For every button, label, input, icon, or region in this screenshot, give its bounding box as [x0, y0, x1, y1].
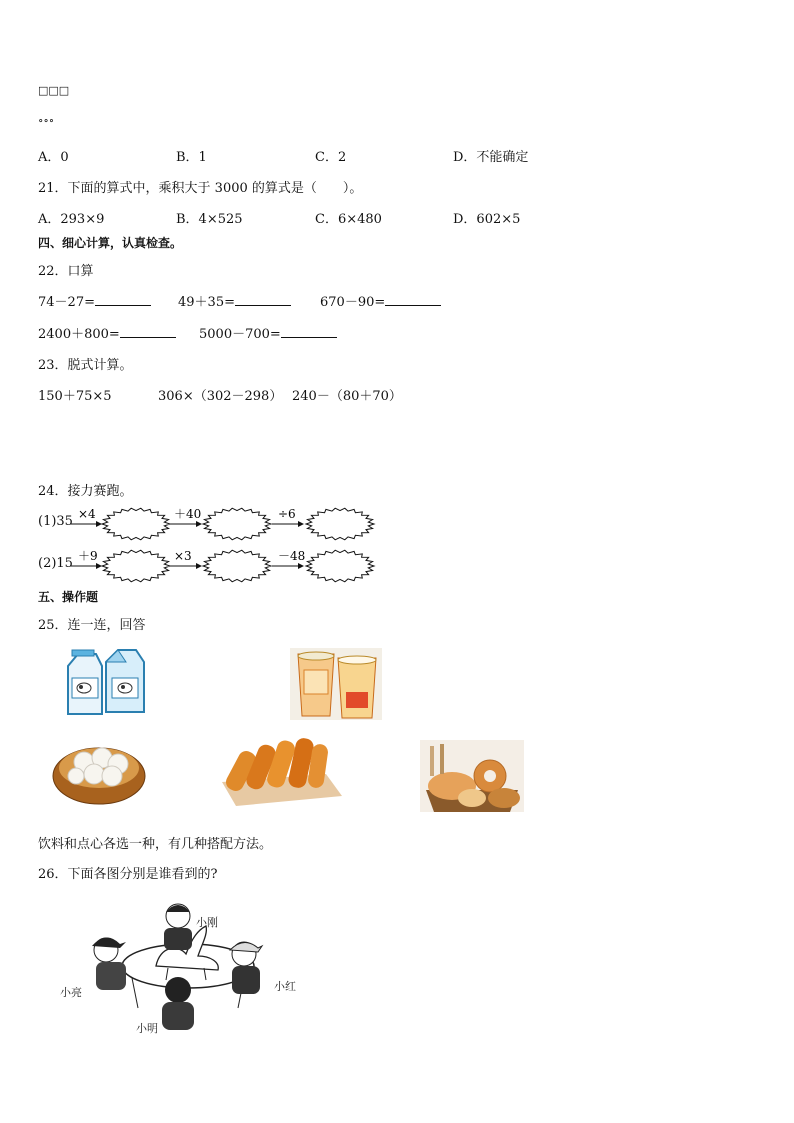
op-label: ×3 [174, 549, 192, 563]
q21-stem: 21．下面的算式中，乘积大于 3000 的算式是（ ）。 [38, 181, 363, 196]
op-label: ＋9 [78, 549, 98, 563]
q23-item-1: 150＋75×5 [38, 389, 112, 404]
q20-option-b: B．1 [176, 150, 207, 165]
section-5-heading: 五、操作题 [38, 590, 99, 604]
header-mark-1: □□□ [38, 84, 70, 97]
answer-blank[interactable] [95, 293, 151, 306]
q22-item-2 [178, 291, 291, 310]
arrow [272, 563, 304, 569]
name-label-bottom: 小明 [136, 1022, 158, 1035]
juice-cups-image[interactable] [290, 648, 382, 720]
q25-title: 25．连一连，回答 [38, 618, 146, 633]
q22-expr: 49＋35= [178, 295, 235, 310]
q22-expr: 670－90= [320, 295, 386, 310]
answer-bubble[interactable] [102, 508, 170, 540]
answer-bubble[interactable] [102, 550, 170, 582]
q24-row1-flow [70, 502, 380, 548]
answer-bubble[interactable] [203, 508, 271, 540]
answer-bubble[interactable] [306, 508, 374, 540]
viewpoint-scene-image [60, 896, 310, 1046]
q22-item-1 [38, 291, 151, 310]
q22-expr: 74－27= [38, 295, 95, 310]
q24-title: 24．接力赛跑。 [38, 484, 133, 499]
q25-question: 饮料和点心各选一种，有几种搭配方法。 [38, 837, 273, 852]
answer-blank[interactable] [120, 325, 176, 338]
name-label-right: 小红 [274, 980, 296, 993]
arrow [272, 521, 304, 527]
q24-row2-flow [70, 544, 380, 590]
q20-option-d: D．不能确定 [453, 150, 529, 165]
q22-item-3 [320, 291, 441, 310]
answer-bubble[interactable] [306, 550, 374, 582]
answer-blank[interactable] [235, 293, 291, 306]
q24-row2-start: (2)15 [38, 556, 73, 571]
q24-row1-start: (1)35 [38, 514, 73, 529]
name-label-left: 小亮 [60, 986, 82, 999]
op-label: ×4 [78, 507, 96, 521]
q22-expr: 5000－700= [199, 327, 281, 342]
arrow [170, 563, 202, 569]
section-4-heading: 四、细心计算，认真检查。 [38, 236, 183, 250]
q23-item-3: 240－（80＋70） [292, 389, 402, 404]
arrow [70, 563, 102, 569]
arrow [70, 521, 102, 527]
q20-option-c: C．2 [315, 150, 347, 165]
q21-option-c: C．6×480 [315, 212, 382, 227]
q26-title: 26．下面各图分别是谁看到的? [38, 867, 218, 882]
header-mark-2: ∘∘∘ [38, 114, 55, 127]
bread-basket-image[interactable] [420, 740, 524, 812]
q23-item-2: 306×（302－298） [158, 389, 283, 404]
op-label: －48 [278, 549, 306, 563]
q23-title: 23．脱式计算。 [38, 358, 133, 373]
q22-expr: 2400＋800= [38, 327, 120, 342]
q21-option-a: A．293×9 [38, 212, 105, 227]
op-label: ＋40 [174, 507, 202, 521]
q22-title: 22．口算 [38, 264, 94, 279]
op-label: ÷6 [278, 507, 296, 521]
q22-item-5 [199, 323, 337, 342]
answer-blank[interactable] [281, 325, 337, 338]
answer-bubble[interactable] [203, 550, 271, 582]
arrow [170, 521, 202, 527]
q21-option-b: B．4×525 [176, 212, 243, 227]
q20-option-a: A．0 [38, 150, 69, 165]
name-label-top: 小刚 [196, 916, 218, 929]
q22-item-4 [38, 323, 176, 342]
steamed-buns-image[interactable] [50, 732, 148, 808]
fried-dough-sticks-image[interactable] [218, 730, 346, 810]
milk-cartons-image[interactable] [62, 648, 148, 718]
q21-option-d: D．602×5 [453, 212, 521, 227]
answer-blank[interactable] [385, 293, 441, 306]
